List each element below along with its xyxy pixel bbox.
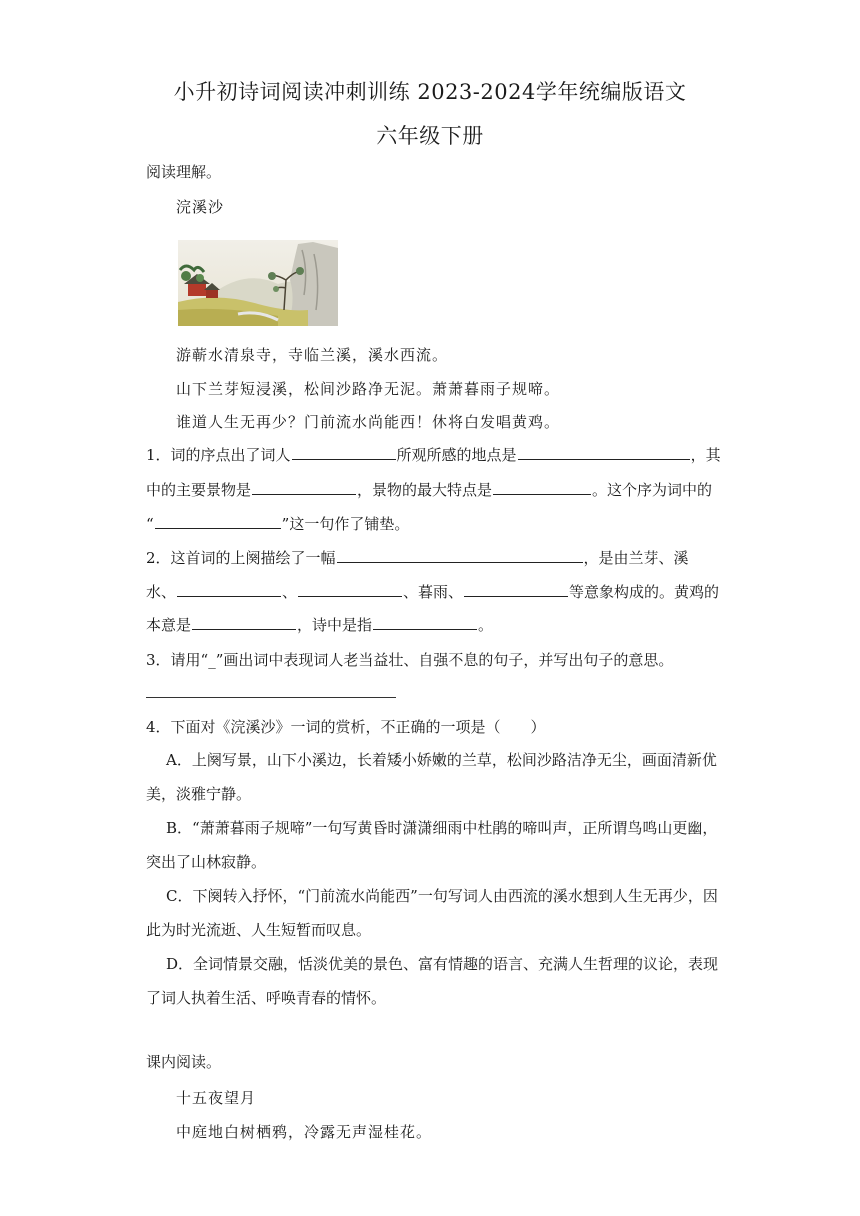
q1-text-c: ，其 [690, 446, 721, 464]
answer-blank[interactable] [177, 582, 281, 597]
answer-blank[interactable] [337, 548, 583, 563]
q2-text-c: 水、 [146, 583, 177, 601]
option-a-line-2: 美，淡雅宁静。 [146, 785, 252, 803]
option-d-line-1[interactable]: D．全词情景交融，恬淡优美的景色、富有情趣的语言、充满人生哲理的议论，表现 [166, 955, 719, 973]
section-label: 阅读理解。 [146, 163, 222, 181]
q2-text-b: ，是由兰芽、溪 [583, 549, 689, 567]
q4-stem-text: 4．下面对《浣溪沙》一词的赏析，不正确的一项是（ [146, 718, 501, 736]
section-label: 课内阅读。 [146, 1053, 222, 1071]
answer-blank[interactable] [464, 582, 568, 597]
q2-text-f: 等意象构成的。黄鸡的 [569, 583, 720, 601]
poem-line-1: 游蕲水清泉寺，寺临兰溪，溪水西流。 [176, 346, 449, 364]
question-1-line-2 [146, 480, 712, 500]
q2-text-g: 本意是 [146, 616, 192, 634]
question-1-line-1 [146, 445, 721, 465]
answer-blank[interactable] [292, 445, 396, 460]
q2-text-e: 、暮雨、 [403, 583, 464, 601]
landscape-illustration [178, 240, 338, 326]
q4-stem-close: ） [530, 718, 546, 736]
q1-text-d: 中的主要景物是 [146, 481, 252, 499]
question-2-line-2 [146, 582, 719, 602]
option-b-line-1[interactable]: B．“萧萧暮雨子规啼”一句写黄昏时潇潇细雨中杜鹃的啼叫声，正所谓鸟鸣山更幽， [166, 819, 718, 837]
poem-title: 十五夜望月 [176, 1089, 257, 1107]
q1-text-b: 所观所感的地点是 [396, 446, 517, 464]
question-4-stem [146, 717, 546, 737]
answer-blank[interactable] [155, 514, 281, 529]
option-c-line-1[interactable]: C．下阕转入抒怀，“门前流水尚能西”一句写词人由西流的溪水想到人生无再少，因 [166, 887, 718, 905]
doc-title-line1: 小升初诗词阅读冲刺训练 2023-2024学年统编版语文 [173, 80, 687, 104]
answer-blank[interactable] [298, 582, 402, 597]
q2-text-a: 2．这首词的上阕描绘了一幅 [146, 549, 336, 567]
option-a-line-1[interactable]: A．上阕写景，山下小溪边，长着矮小娇嫩的兰草，松间沙路洁净无尘，画面清新优 [166, 751, 717, 769]
question-2-line-3 [146, 615, 493, 635]
answer-line[interactable] [146, 697, 396, 698]
q1-text-h: ”这一句作了铺垫。 [281, 515, 410, 533]
poem-line-2: 山下兰芽短浸溪，松间沙路净无泥。萧萧暮雨子规啼。 [176, 380, 561, 398]
q1-text-a: 1．词的序点出了词人 [146, 446, 291, 464]
answer-blank[interactable] [493, 480, 591, 495]
q1-text-e: ，景物的最大特点是 [357, 481, 493, 499]
option-c-line-2: 此为时光流逝、人生短暂而叹息。 [146, 921, 372, 939]
q2-text-d: 、 [282, 583, 298, 601]
poem-line-1: 中庭地白树栖鸦，冷露无声湿桂花。 [176, 1123, 433, 1141]
answer-blank[interactable] [192, 615, 296, 630]
option-b-line-2: 突出了山林寂静。 [146, 853, 267, 871]
q2-text-i: 。 [478, 616, 494, 634]
question-2-line-1 [146, 548, 689, 568]
poem-title: 浣溪沙 [176, 198, 225, 216]
answer-blank[interactable] [518, 445, 690, 460]
q1-text-f: 。这个序为词中的 [592, 481, 713, 499]
answer-blank[interactable] [373, 615, 477, 630]
q2-text-h: ，诗中是指 [297, 616, 373, 634]
q1-text-g: “ [146, 515, 154, 533]
answer-blank[interactable] [252, 480, 356, 495]
poem-line-3: 谁道人生无再少？门前流水尚能西！休将白发唱黄鸡。 [176, 413, 561, 431]
question-1-line-3 [146, 514, 409, 534]
option-d-line-2: 了词人执着生活、呼唤青春的情怀。 [146, 989, 387, 1007]
doc-title-line2: 六年级下册 [376, 124, 484, 148]
question-3: 3．请用“_”画出词中表现词人老当益壮、自强不息的句子，并写出句子的意思。 [146, 651, 674, 669]
